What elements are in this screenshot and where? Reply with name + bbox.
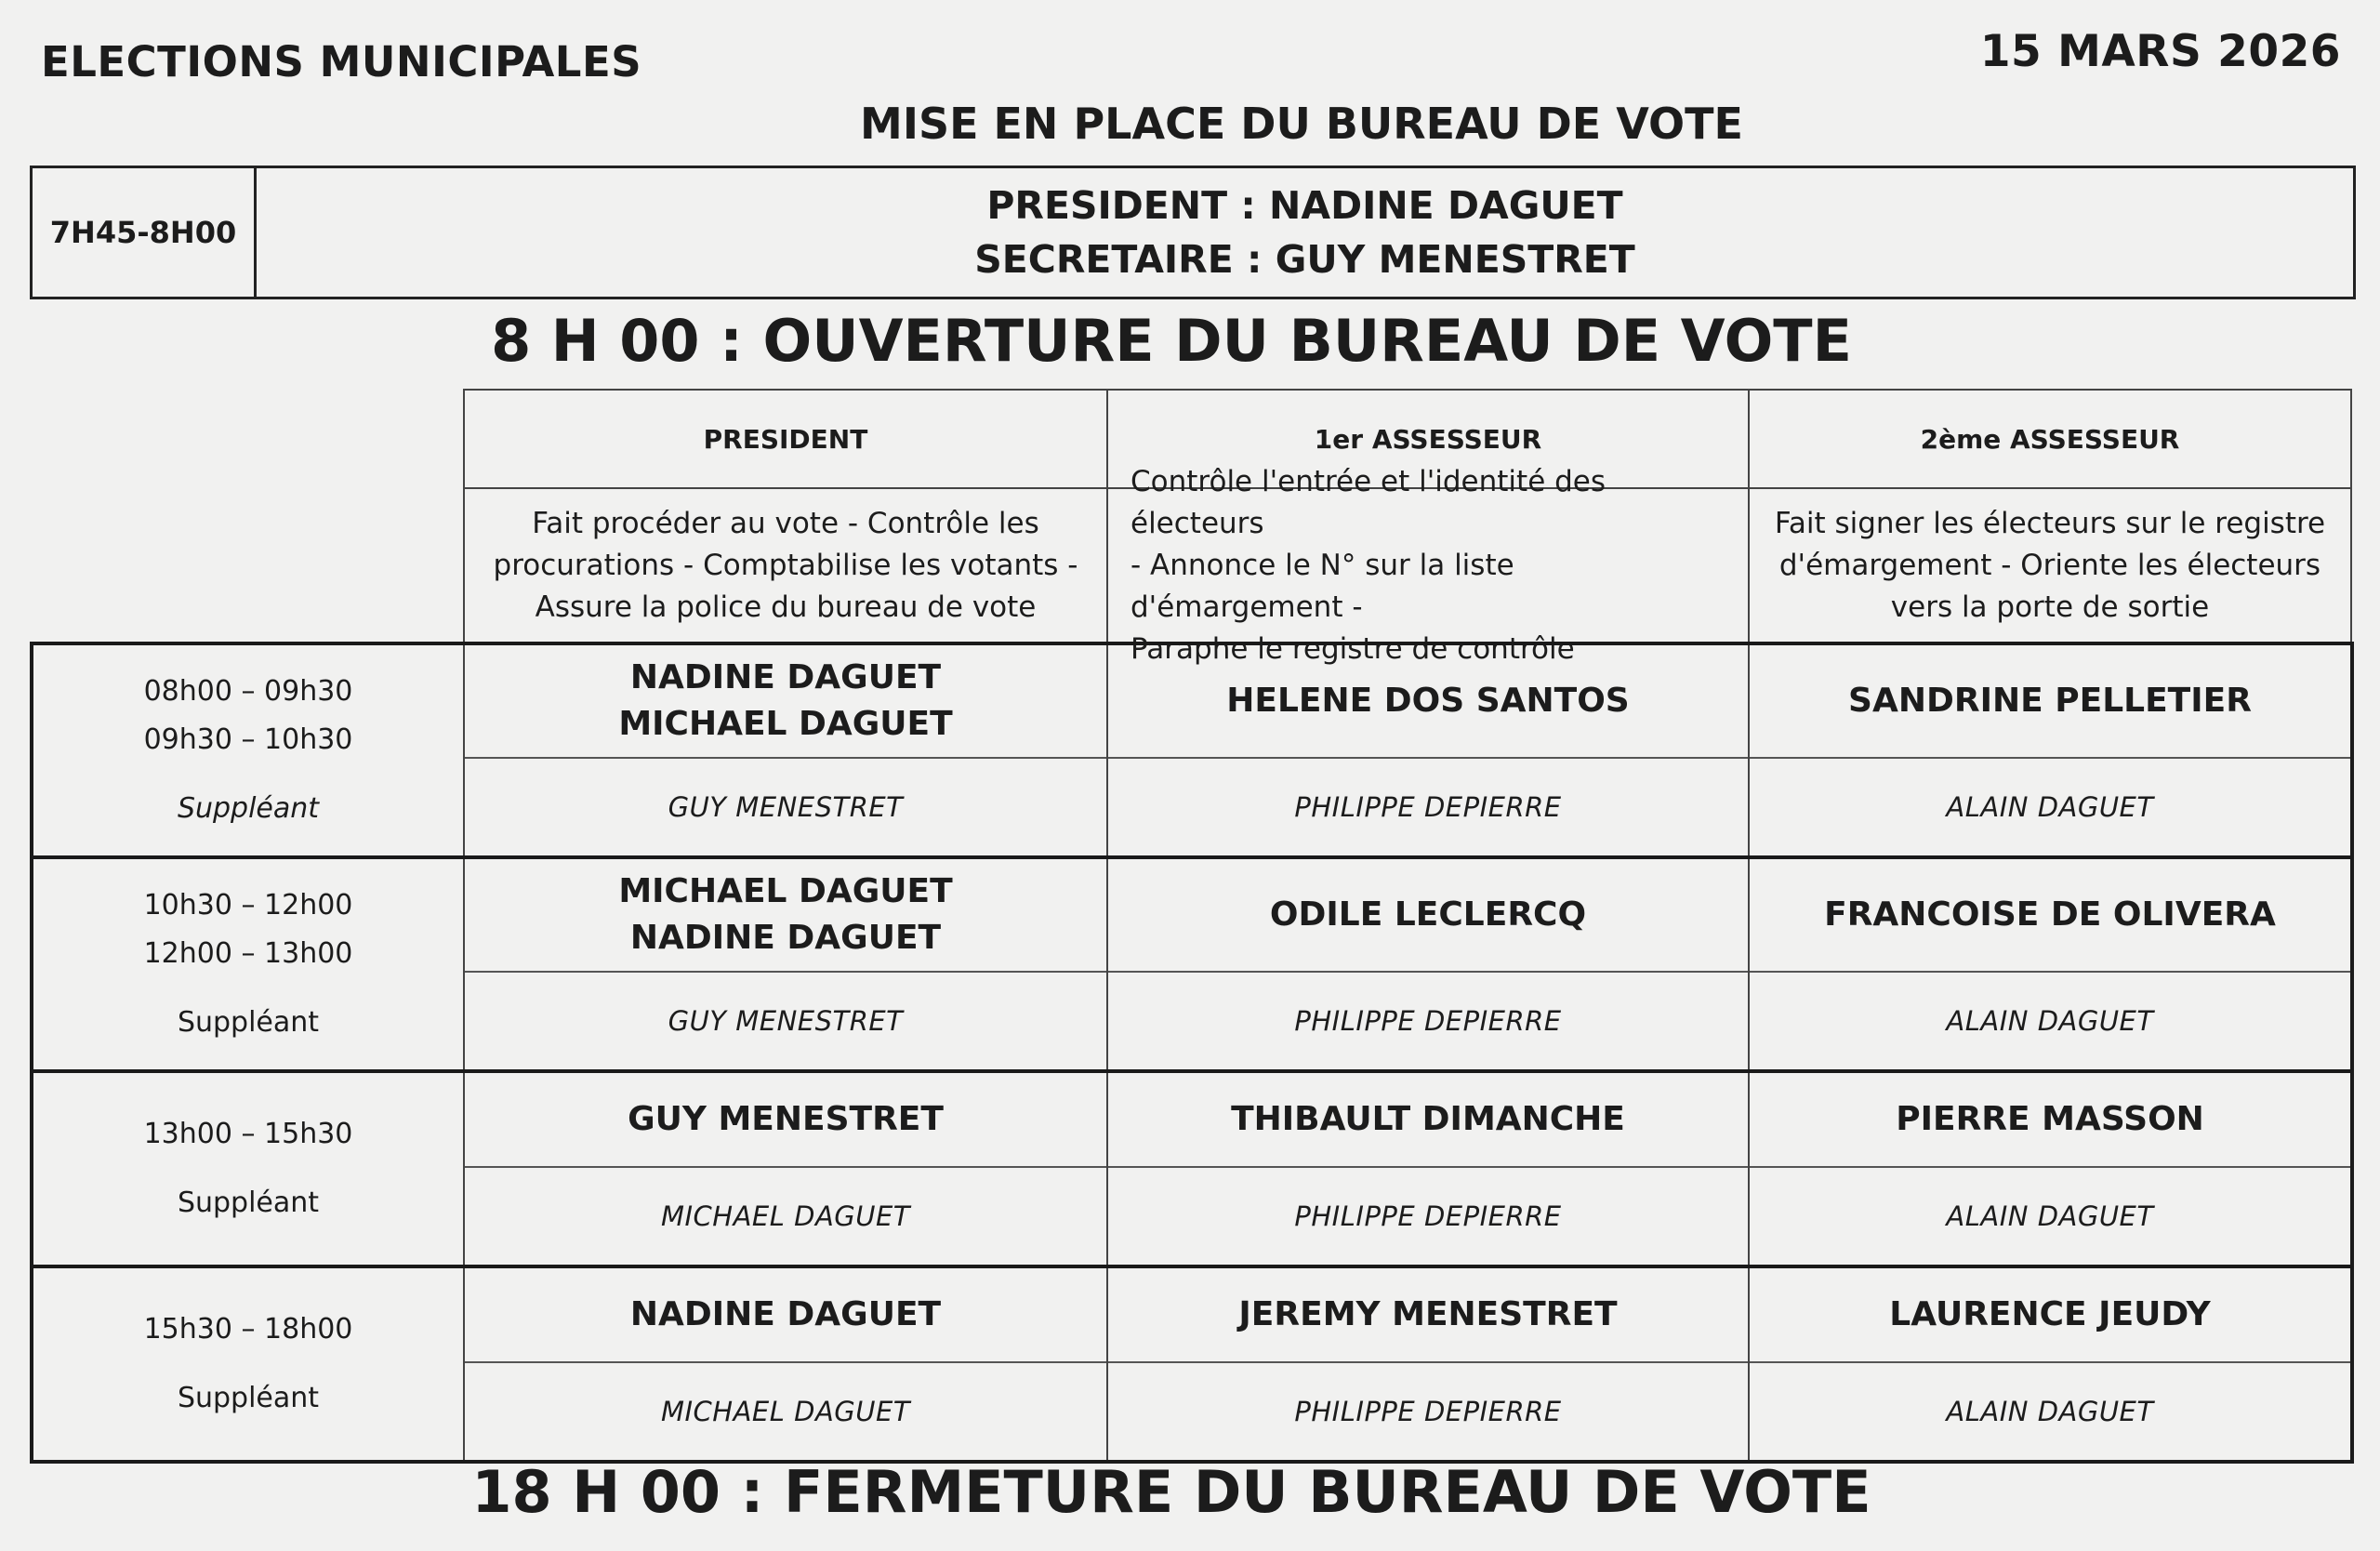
president-names (465, 645, 1106, 759)
schedule-table (30, 642, 2354, 1464)
roles-header (463, 389, 2352, 666)
role-title: PRESIDENT (465, 391, 1106, 489)
substitute-name: ALAIN DAGUET (1946, 1005, 2154, 1037)
substitute-label: Suppléant (177, 1186, 320, 1219)
person-name: MICHAEL DAGUET (618, 705, 953, 743)
substitute-name: PHILIPPE DEPIERRE (1294, 1200, 1562, 1232)
role-desc-line: Fait procéder au vote - Contrôle les (532, 506, 1039, 540)
assessor1-cell (1108, 859, 1750, 1069)
election-date: 15 MARS 2026 (1979, 26, 2341, 77)
table-row (33, 859, 2350, 1073)
person-name: NADINE DAGUET (629, 658, 942, 696)
opening-title: 8 H 00 : OUVERTURE DU BUREAU DE VOTE (491, 307, 1852, 375)
substitute-name: PHILIPPE DEPIERRE (1294, 1396, 1562, 1427)
slot-times (33, 859, 465, 1069)
president-cell (465, 1073, 1108, 1265)
assessor1-cell (1108, 645, 1750, 855)
president-cell (465, 859, 1108, 1069)
person-name: ODILE LECLERCQ (1108, 859, 1748, 973)
role-assessor1 (1108, 391, 1750, 666)
role-title: 2ème ASSESSEUR (1750, 391, 2350, 489)
president-names (465, 1073, 1106, 1168)
president-names (465, 1268, 1106, 1363)
person-name: JEREMY MENESTRET (1108, 1268, 1748, 1363)
time-range: 15h30 – 18h00 (143, 1313, 353, 1346)
president-cell (465, 645, 1108, 855)
setup-title: MISE EN PLACE DU BUREAU DE VOTE (860, 99, 1743, 149)
assessor2-cell (1750, 1073, 2350, 1265)
role-description (465, 489, 1106, 642)
slot-times (33, 1268, 465, 1460)
substitute-name: ALAIN DAGUET (1946, 1396, 2154, 1427)
person-name: PIERRE MASSON (1750, 1073, 2350, 1168)
time-range: 10h30 – 12h00 (143, 889, 353, 921)
substitute-name: ALAIN DAGUET (1946, 1200, 2154, 1232)
table-row (33, 1073, 2350, 1268)
person-name: SANDRINE PELLETIER (1750, 645, 2350, 759)
table-row (33, 1268, 2350, 1460)
setup-roles (257, 168, 2353, 297)
role-desc-line: procurations - Comptabilise les votants - (493, 548, 1078, 582)
setup-time: 7H45-8H00 (33, 168, 257, 297)
slot-times (33, 1073, 465, 1265)
role-desc-line: Fait signer les électeurs sur le registre (1774, 506, 2326, 540)
person-name: FRANCOISE DE OLIVERA (1750, 859, 2350, 973)
person-name: LAURENCE JEUDY (1750, 1268, 2350, 1363)
assessor2-cell (1750, 859, 2350, 1069)
role-description (1750, 489, 2350, 642)
assessor1-cell (1108, 1073, 1750, 1265)
person-name: GUY MENESTRET (628, 1100, 944, 1138)
substitute-name: MICHAEL DAGUET (660, 1396, 911, 1427)
person-name: NADINE DAGUET (629, 919, 942, 957)
role-title: 1er ASSESSEUR (1108, 391, 1748, 489)
role-desc-line: vers la porte de sortie (1890, 590, 2210, 624)
assessor1-cell (1108, 1268, 1750, 1460)
substitute-label: Suppléant (177, 1382, 320, 1414)
substitute-name: MICHAEL DAGUET (660, 1200, 911, 1232)
time-range: 08h00 – 09h30 (143, 675, 353, 708)
closing-title: 18 H 00 : FERMETURE DU BUREAU DE VOTE (471, 1458, 1871, 1526)
role-assessor2 (1750, 391, 2350, 642)
time-range: 09h30 – 10h30 (143, 723, 353, 756)
table-row (33, 645, 2350, 859)
role-desc-line: Paraphe le registre de contrôle (1130, 631, 1575, 666)
substitute-name: PHILIPPE DEPIERRE (1294, 1005, 1562, 1037)
setup-president: PRESIDENT : NADINE DAGUET (986, 183, 1623, 228)
person-name: THIBAULT DIMANCHE (1108, 1073, 1748, 1168)
setup-box (30, 166, 2356, 299)
time-range: 13h00 – 15h30 (143, 1118, 353, 1150)
substitute-name: GUY MENESTRET (668, 1005, 904, 1037)
assessor2-cell (1750, 645, 2350, 855)
time-range: 12h00 – 13h00 (143, 937, 353, 970)
document-title: ELECTIONS MUNICIPALES (41, 37, 642, 86)
substitute-label: Suppléant (177, 1006, 320, 1039)
substitute-name: PHILIPPE DEPIERRE (1294, 791, 1562, 823)
substitute-name: ALAIN DAGUET (1946, 791, 2154, 823)
substitute-name: GUY MENESTRET (668, 791, 904, 823)
role-desc-line: Assure la police du bureau de vote (535, 590, 1037, 624)
role-desc-line: d'émargement - Oriente les électeurs (1778, 548, 2321, 582)
substitute-label: Suppléant (177, 792, 320, 825)
person-name: NADINE DAGUET (629, 1295, 942, 1333)
role-description (1108, 464, 1748, 666)
slot-times (33, 645, 465, 855)
person-name: HELENE DOS SANTOS (1108, 645, 1748, 759)
president-cell (465, 1268, 1108, 1460)
setup-secretary: SECRETAIRE : GUY MENESTRET (974, 237, 1635, 282)
president-names (465, 859, 1106, 973)
role-desc-line: Contrôle l'entrée et l'identité des électeurs (1130, 464, 1606, 540)
role-desc-line: - Annonce le N° sur la liste d'émargement - (1130, 548, 1514, 624)
person-name: MICHAEL DAGUET (618, 872, 953, 910)
role-president (465, 391, 1108, 642)
assessor2-cell (1750, 1268, 2350, 1460)
